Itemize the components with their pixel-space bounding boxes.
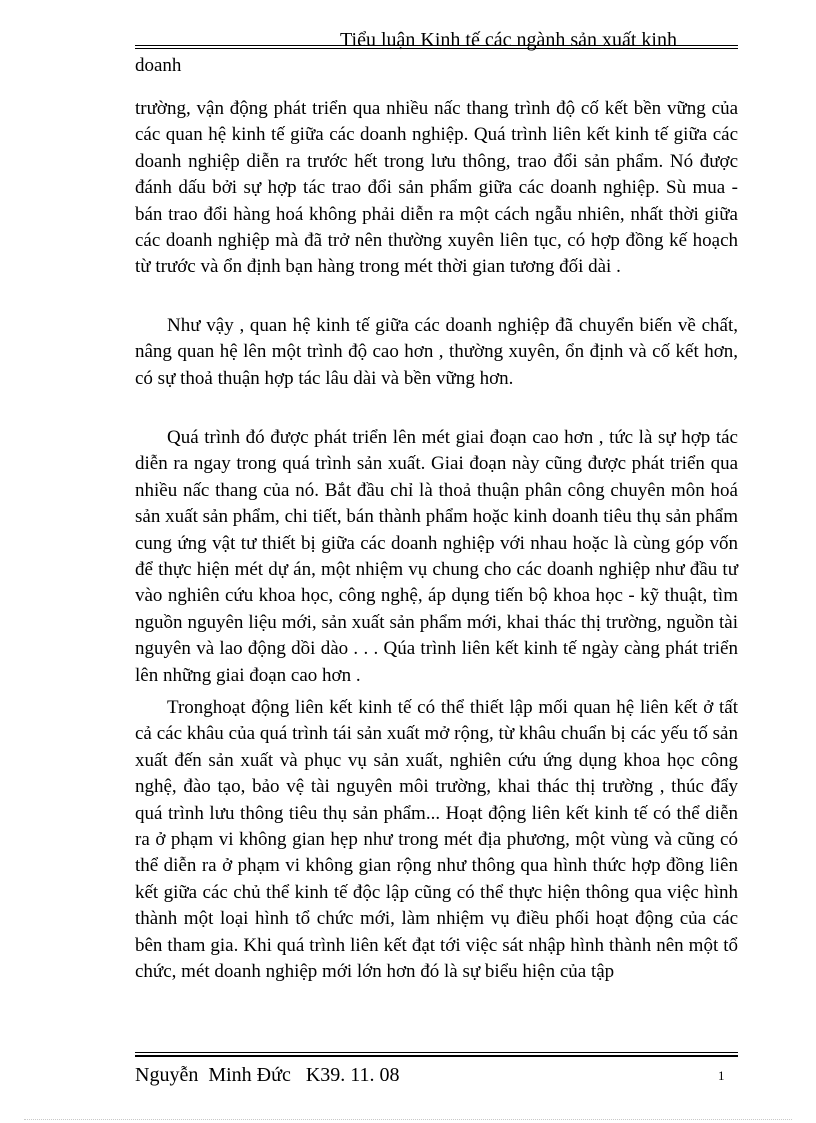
page-edge-divider: [24, 1119, 792, 1120]
paragraph-3: Quá trình đó được phát triển lên mét giai đoạn cao hơn , tức là sự hợp tác diễn ra ngay trong quá trình sản xuất. Giai đoạn này cũng được phát triển qua nhiều nấc thang của nó. Bắt đầu chỉ là thoả thuận phân công chuyên môn hoá sản xuất sản phẩm, chi tiết, bán thành phẩm hoặc kinh doanh tiêu thụ sản phẩm cung ứng vật tư thiết bị giữa các doanh nghiệp với nhau hoặc là cùng góp vốn để thực hiện mét dự án, một nhiệm vụ chung cho các doanh nghiệp như đầu tư vào nghiên cứu khoa học, công nghệ, áp dụng tiến bộ khoa học - kỹ thuật, tìm nguồn nguyên liệu mới, sản xuất sản phẩm mới, khai thác thị trường, nguồn tài nguyên và lao động dồi dào . . . Qúa trình liên kết kinh tế ngày càng phát triển lên những giai đoạn cao hơn .: [135, 427, 738, 686]
footer-rule: [135, 1052, 738, 1057]
footer-author: Nguyễn Minh Đức K39. 11. 08: [135, 1064, 400, 1086]
paragraph-4: Tronghoạt động liên kết kinh tế có thể thiết lập mối quan hệ liên kết ở tất cả các khâu của quá trình tái sản xuất mở rộng, từ khâu chuẩn bị các yếu tố sản xuất đến sản xuất và phục vụ sản xuất, nghiên cứu ứng dụng khoa học công nghệ, đào tạo, bảo vệ tài nguyên môi trường, khai thác thị trường , thúc đẩy quá trình lưu thông tiêu thụ sản phẩm... Hoạt động liên kết kinh tế có thể diễn ra ở phạm vi không gian hẹp như trong mét địa phương, một vùng và cũng có thể diễn ra ở phạm vi không gian rộng như thông qua hình thức hợp đồng liên kết giữa các chủ thể kinh tế độc lập cũng có thể thực hiện thông qua việc hình thành một loại hình tổ chức mới, làm nhiệm vụ điều phối hoạt động của các bên tham gia. Khi quá trình liên kết đạt tới việc sát nhập hình thành nên một tổ chức, mét doanh nghiệp mới lớn hơn đó là sự biểu hiện của tập: [135, 697, 738, 983]
header-title: Tiểu luận Kinh tế các ngành sản xuất kinh: [340, 29, 677, 51]
paragraph-2: Như vậy , quan hệ kinh tế giữa các doanh nghiệp đã chuyển biến về chất, nâng quan hệ lên một trình độ cao hơn , thường xuyên, ổn định và cố kết hơn, có sự thoả thuận hợp tác lâu dài và bền vững hơn.: [135, 315, 738, 389]
paragraph-1: trường, vận động phát triển qua nhiều nấc thang trình độ cố kết bền vững của các quan hệ kinh tế giữa các doanh nghiệp. Quá trình liên kết kinh tế giữa các doanh nghiệp diễn ra trước hết trong lưu thông, trao đổi sản phẩm. Nó được đánh dấu bởi sự hợp tác trao đổi sản phẩm giữa các doanh nghiệp. Sù mua - bán trao đổi hàng hoá không phải diễn ra một cách ngẫu nhiên, nhất thời giữa các doanh nghiệp mà đã trở nên thường xuyên liên tục, có hợp đồng kế hoạch từ trước và ổn định bạn hàng trong mét thời gian tương đối dài .: [135, 98, 738, 278]
page-number: 1: [718, 1068, 725, 1083]
header-title-continuation: doanh: [135, 55, 182, 76]
